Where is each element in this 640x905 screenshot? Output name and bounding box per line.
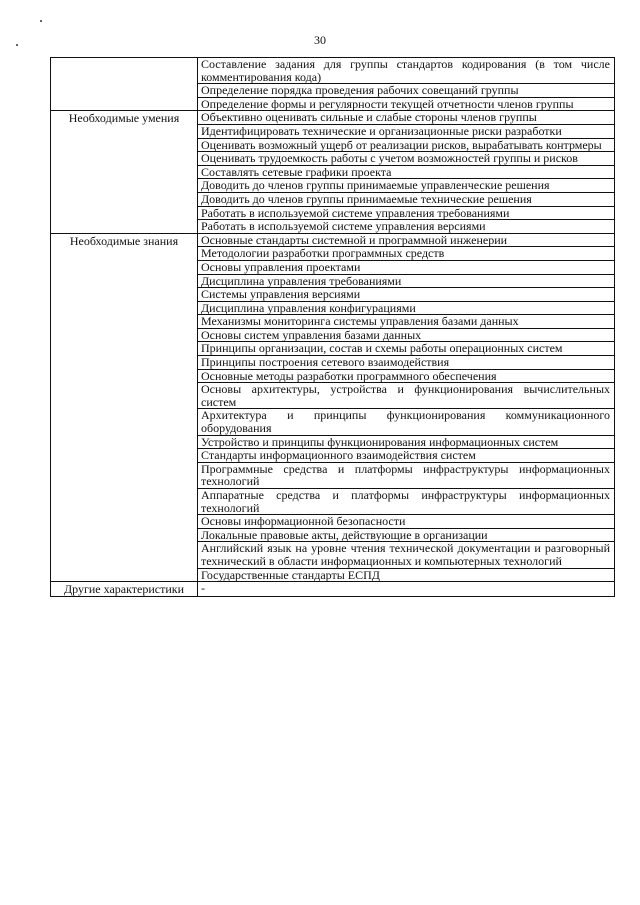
item-cell: Механизмы мониторинга системы управления базами данных — [198, 315, 615, 329]
item-cell: Доводить до членов группы принимаемые технические решения — [198, 192, 615, 206]
item-cell: Основы управления проектами — [198, 260, 615, 274]
item-cell: Основные стандарты системной и программной инженерии — [198, 233, 615, 247]
category-cell: Необходимые умения — [51, 111, 198, 233]
item-cell: Определение порядка проведения рабочих совещаний группы — [198, 84, 615, 98]
category-cell: Другие характеристики — [51, 582, 198, 597]
speck-mark — [40, 20, 42, 22]
item-cell: Английский язык на уровне чтения технической документации и разговорный технический в области информационных и компьютерных технологий — [198, 542, 615, 568]
category-cell: Необходимые знания — [51, 233, 198, 581]
item-cell: Работать в используемой системе управления версиями — [198, 220, 615, 234]
table-row — [51, 233, 615, 247]
item-cell: Основные методы разработки программного обеспечения — [198, 369, 615, 383]
item-cell: Устройство и принципы функционирования информационных систем — [198, 435, 615, 449]
table-body — [51, 58, 615, 597]
item-cell: Объективно оценивать сильные и слабые стороны членов группы — [198, 111, 615, 125]
category-cell — [51, 58, 198, 111]
item-cell: Основы систем управления базами данных — [198, 328, 615, 342]
item-cell: - — [198, 582, 615, 597]
item-cell: Программные средства и платформы инфраструктуры информационных технологий — [198, 462, 615, 488]
table-row — [51, 582, 615, 597]
item-cell: Основы архитектуры, устройства и функционирования вычислительных систем — [198, 383, 615, 409]
table-row — [51, 111, 615, 125]
item-cell: Составлять сетевые графики проекта — [198, 165, 615, 179]
item-cell: Государственные стандарты ЕСПД — [198, 568, 615, 582]
item-cell: Дисциплина управления требованиями — [198, 274, 615, 288]
item-cell: Принципы построения сетевого взаимодействия — [198, 356, 615, 370]
item-cell: Оценивать возможный ущерб от реализации рисков, вырабатывать контрмеры — [198, 138, 615, 152]
item-cell: Дисциплина управления конфигурациями — [198, 301, 615, 315]
qualification-table — [50, 57, 615, 597]
page-number: 30 — [314, 33, 326, 47]
item-cell: Оценивать трудоемкость работы с учетом возможностей группы и рисков — [198, 152, 615, 166]
item-cell: Локальные правовые акты, действующие в организации — [198, 528, 615, 542]
item-cell: Методологии разработки программных средств — [198, 247, 615, 261]
table-row — [51, 58, 615, 84]
item-cell: Доводить до членов группы принимаемые управленческие решения — [198, 179, 615, 193]
item-cell: Принципы организации, состав и схемы работы операционных систем — [198, 342, 615, 356]
item-cell: Составление задания для группы стандартов кодирования (в том числе комментирования кода) — [198, 58, 615, 84]
item-cell: Основы информационной безопасности — [198, 515, 615, 529]
item-cell: Работать в используемой системе управления требованиями — [198, 206, 615, 220]
item-cell: Системы управления версиями — [198, 288, 615, 302]
item-cell: Определение формы и регулярности текущей отчетности членов группы — [198, 97, 615, 111]
item-cell: Архитектура и принципы функционирования коммуникационного оборудования — [198, 409, 615, 435]
item-cell: Стандарты информационного взаимодействия систем — [198, 449, 615, 463]
item-cell: Аппаратные средства и платформы инфраструктуры информационных технологий — [198, 489, 615, 515]
item-cell: Идентифицировать технические и организационные риски разработки — [198, 124, 615, 138]
